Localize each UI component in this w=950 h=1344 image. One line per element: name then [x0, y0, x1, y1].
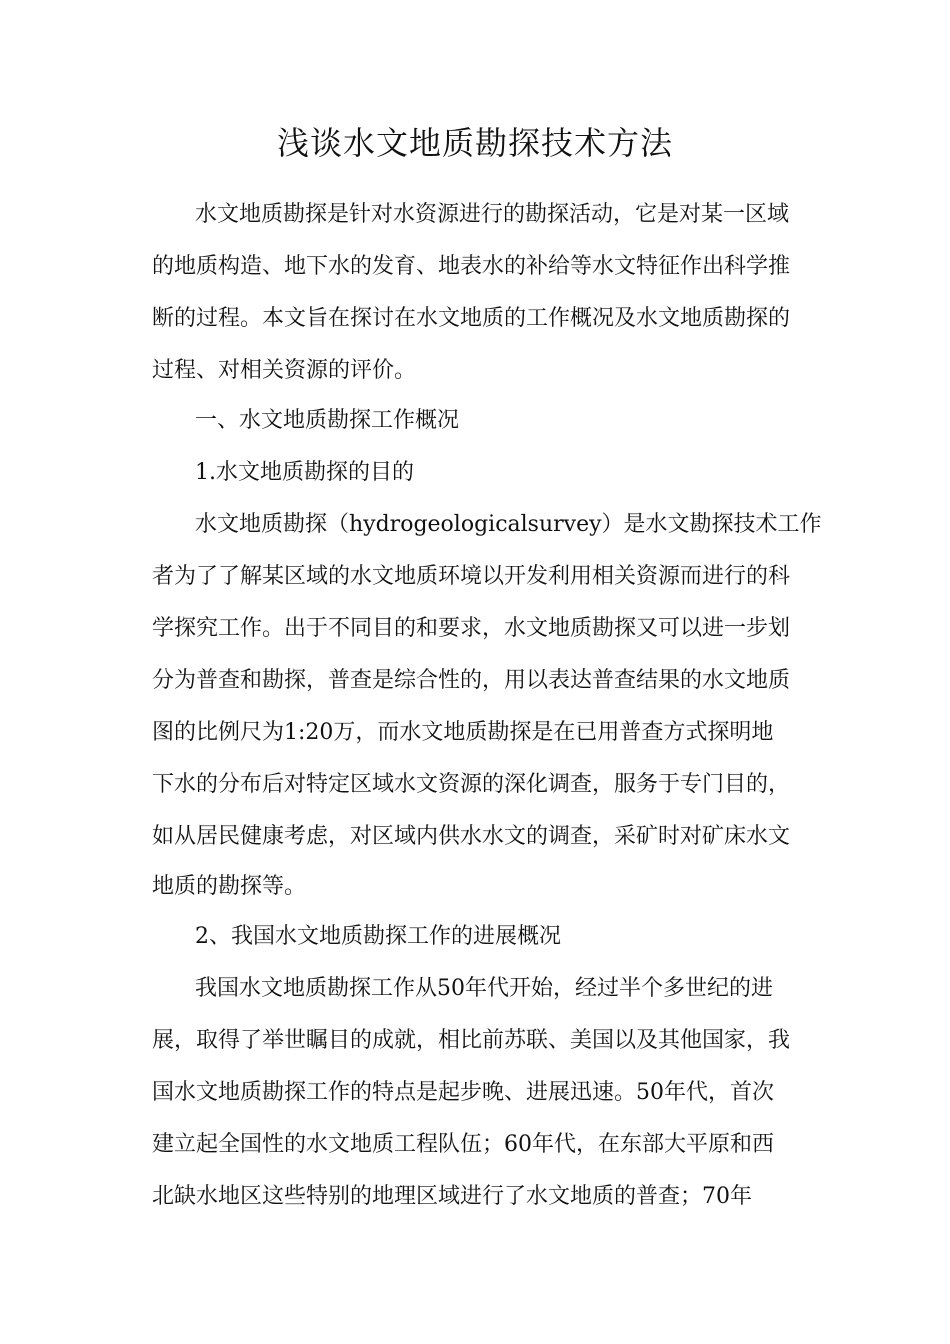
paragraph-line: 过程、对相关资源的评价。 — [152, 358, 417, 383]
paragraph-line: 水文地质勘探（hydrogeologicalsurvey）是水文勘探技术工作 — [195, 512, 822, 537]
paragraph-line: 北缺水地区这些特别的地理区域进行了水文地质的普查；70年 — [152, 1184, 752, 1209]
paragraph-line: 下水的分布后对特定区域水文资源的深化调查，服务于专门目的， — [152, 772, 791, 797]
paragraph-line: 学探究工作。出于不同目的和要求，水文地质勘探又可以进一步划 — [152, 616, 791, 641]
paragraph-line: 如从居民健康考虑，对区域内供水水文的调查，采矿时对矿床水文 — [152, 824, 791, 849]
paragraph-line: 断的过程。本文旨在探讨在水文地质的工作概况及水文地质勘探的 — [152, 306, 791, 331]
subsection-heading: 2、我国水文地质勘探工作的进展概况 — [195, 924, 561, 949]
paragraph-line: 国水文地质勘探工作的特点是起步晚、进展迅速。50年代，首次 — [152, 1080, 774, 1105]
paragraph-line: 建立起全国性的水文地质工程队伍；60年代，在东部大平原和西 — [152, 1132, 774, 1157]
paragraph-line: 的地质构造、地下水的发育、地表水的补给等水文特征作出科学推 — [152, 254, 791, 279]
paragraph-line: 展，取得了举世瞩目的成就，相比前苏联、美国以及其他国家，我 — [152, 1028, 791, 1053]
section-heading: 一、水文地质勘探工作概况 — [195, 408, 460, 433]
paragraph-line: 我国水文地质勘探工作从50年代开始，经过半个多世纪的进 — [195, 976, 773, 1001]
paragraph-line: 水文地质勘探是针对水资源进行的勘探活动，它是对某一区域 — [195, 202, 790, 227]
subsection-heading: 1.水文地质勘探的目的 — [195, 460, 414, 485]
paragraph-line: 地质的勘探等。 — [152, 874, 307, 899]
paragraph-line: 图的比例尺为1:20万，而水文地质勘探是在已用普查方式探明地 — [152, 720, 774, 745]
paragraph-line: 者为了了解某区域的水文地质环境以开发利用相关资源而进行的科 — [152, 564, 791, 589]
document-title: 浅谈水文地质勘探技术方法 — [276, 124, 673, 162]
paragraph-line: 分为普查和勘探，普查是综合性的，用以表达普查结果的水文地质 — [152, 668, 791, 693]
